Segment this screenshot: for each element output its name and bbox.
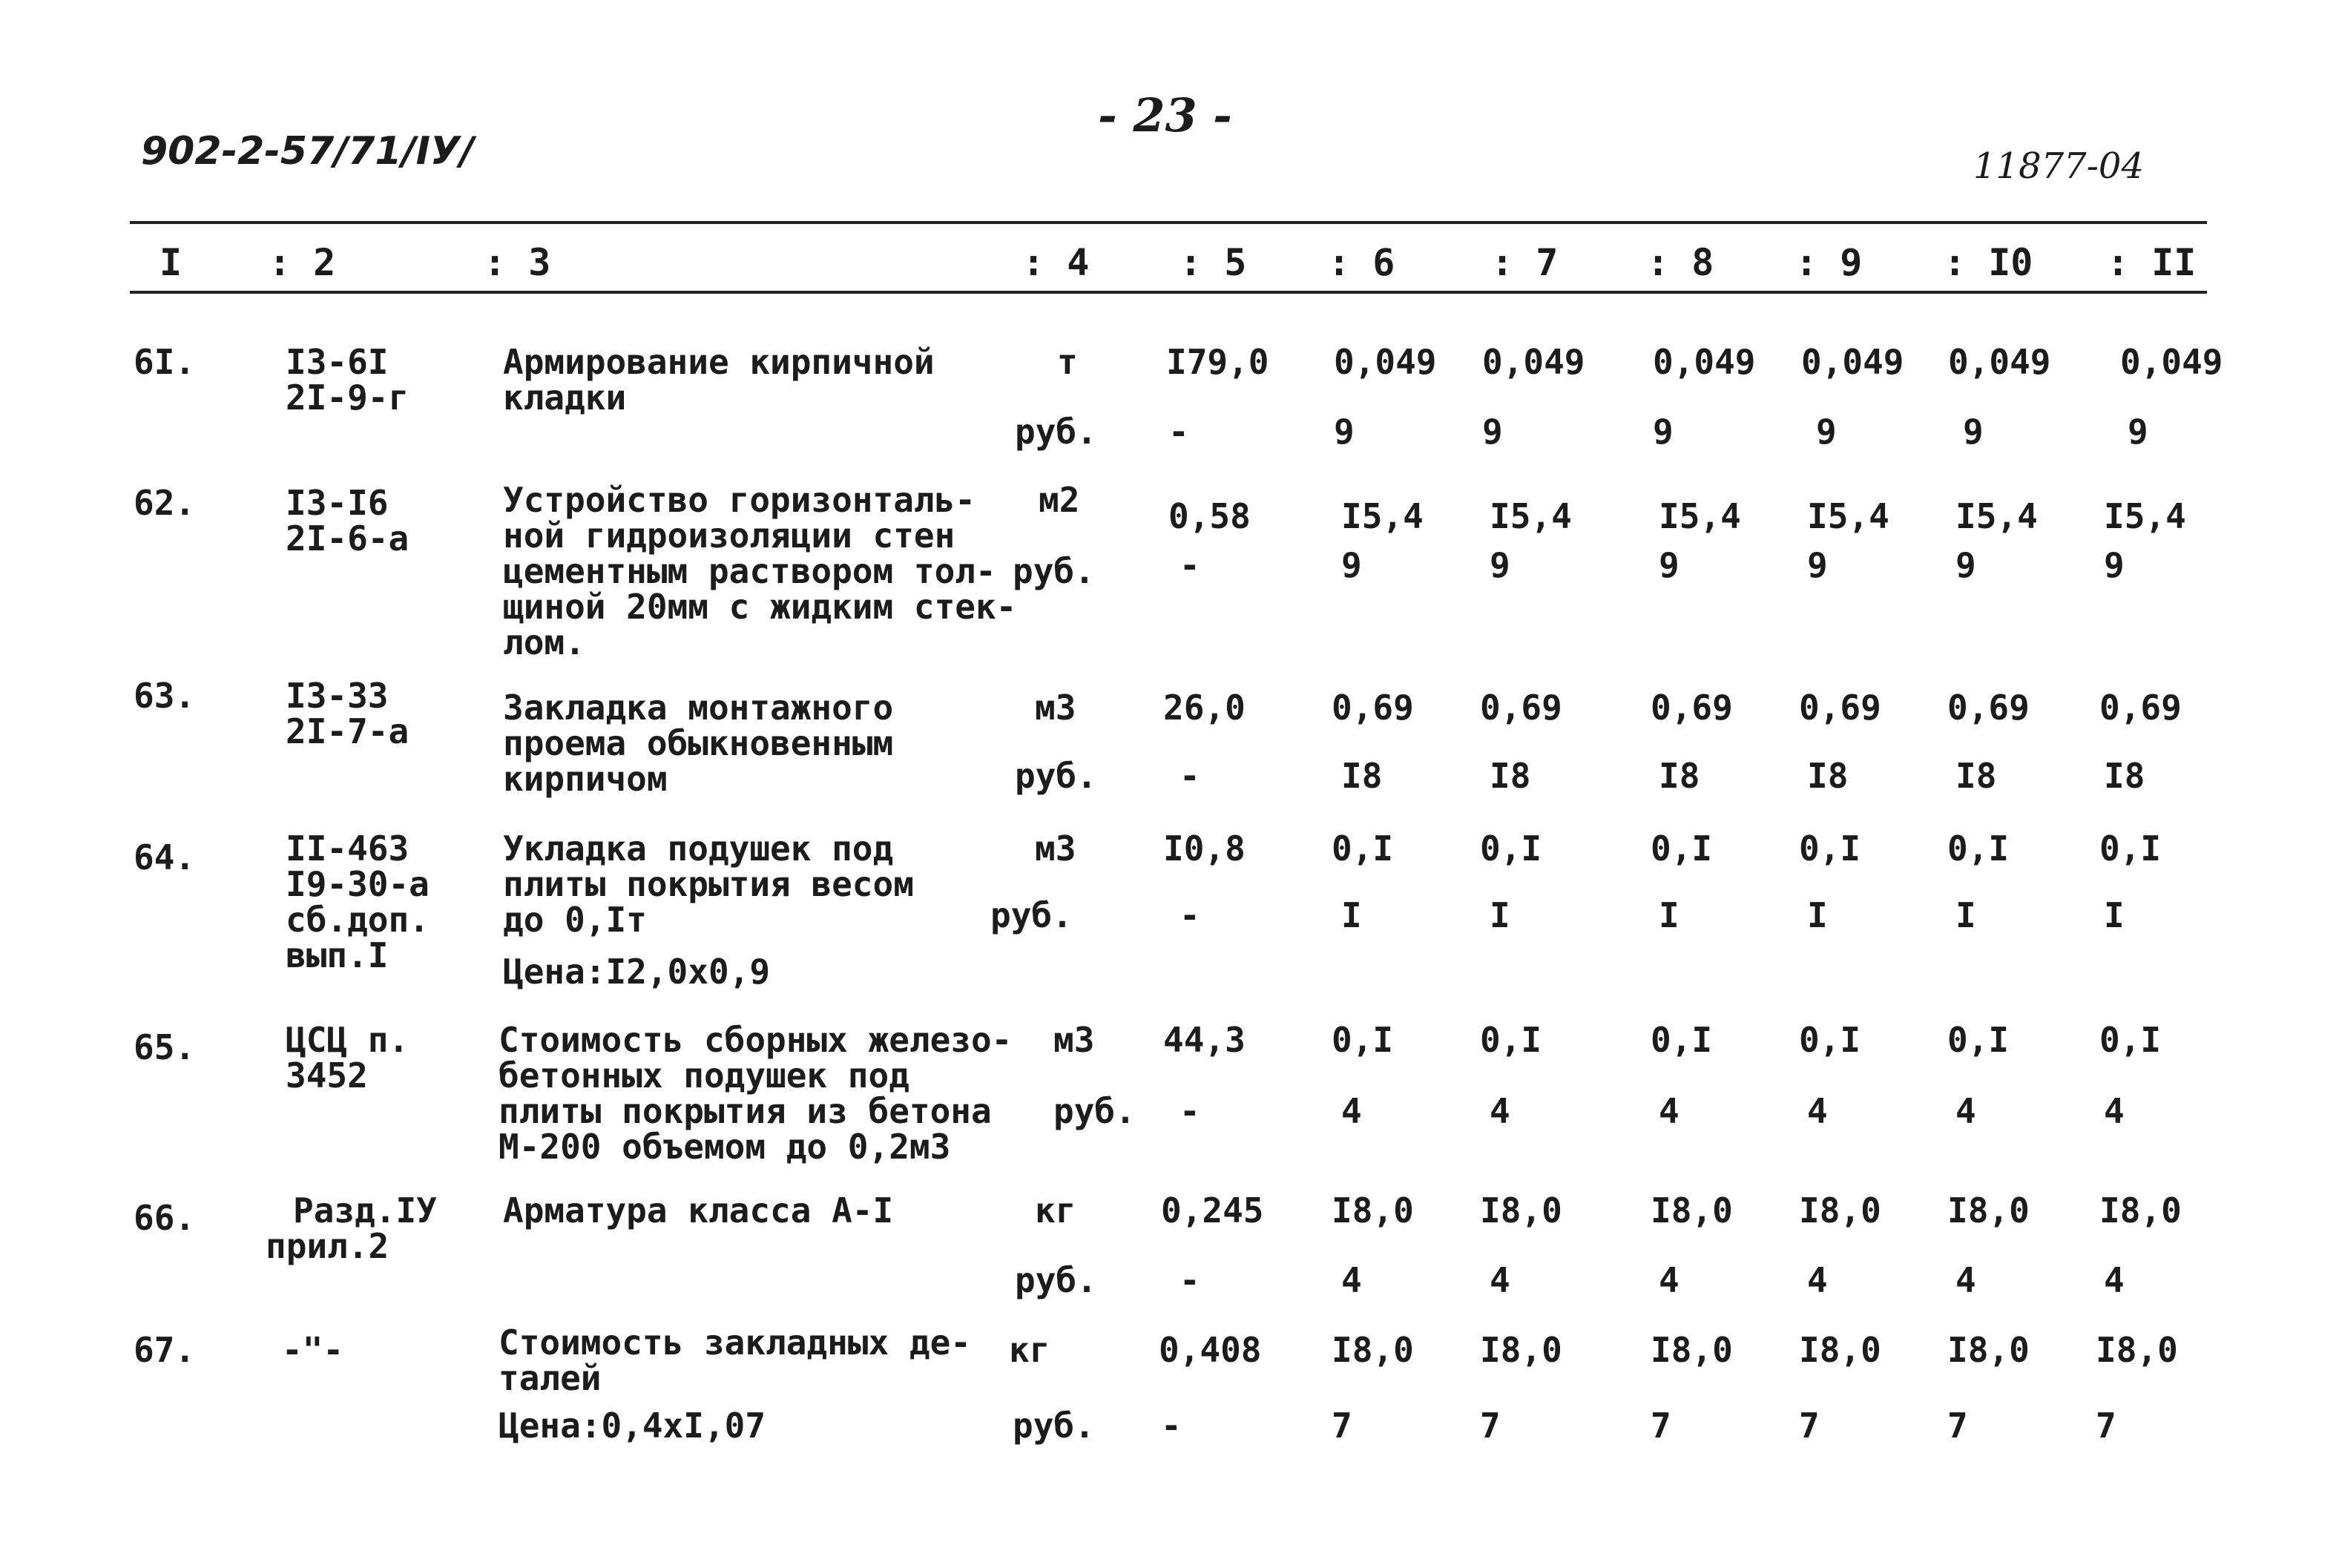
row-description: талей <box>499 1358 602 1398</box>
row-description: Устройство горизонталь- <box>503 480 976 520</box>
row-value-col10: I5,4 <box>1955 496 2038 536</box>
row-value-col9: 9 <box>1816 412 1837 452</box>
row-quantity: - <box>1180 895 1200 935</box>
row-value-col9: 0,I <box>1799 1020 1861 1060</box>
row-value-col7: I8 <box>1490 756 1531 796</box>
row-quantity: 44,3 <box>1163 1020 1246 1060</box>
row-value-col6: I5,4 <box>1341 496 1424 536</box>
row-code: 2I-9-г <box>286 378 409 418</box>
row-price-note: Цена:0,4хI,07 <box>499 1406 766 1446</box>
column-header-9: : 9 <box>1795 241 1863 284</box>
row-value-col6: 9 <box>1334 412 1355 452</box>
row-value-col7: 0,I <box>1480 1020 1542 1060</box>
row-value-col6: 9 <box>1341 545 1362 585</box>
row-value-col7: 0,049 <box>1482 342 1585 382</box>
row-value-col9: 4 <box>1807 1260 1828 1300</box>
row-value-col7: I8,0 <box>1480 1190 1562 1231</box>
row-value-col6: 4 <box>1341 1260 1362 1300</box>
row-unit: м2 <box>1039 480 1080 520</box>
row-unit: кг <box>1035 1190 1076 1231</box>
row-unit: м3 <box>1035 688 1076 728</box>
row-quantity: 26,0 <box>1163 688 1246 728</box>
row-value-col11: 7 <box>2096 1406 2116 1446</box>
row-value-col10: I8,0 <box>1947 1330 2030 1370</box>
row-value-col9: I8 <box>1807 756 1849 796</box>
column-header-4: : 4 <box>1022 241 1090 284</box>
row-value-col9: 0,049 <box>1801 342 1904 382</box>
row-unit: руб. <box>1013 551 1095 591</box>
row-description: кладки <box>503 378 627 418</box>
row-value-col8: 0,049 <box>1653 342 1756 382</box>
row-description: до 0,Iт <box>503 900 647 940</box>
row-value-col9: 4 <box>1807 1091 1828 1131</box>
column-header-2: : 2 <box>269 241 336 284</box>
row-value-col8: I5,4 <box>1659 496 1741 536</box>
row-value-col8: I <box>1659 895 1680 935</box>
row-description: лом. <box>503 622 585 662</box>
row-quantity: I0,8 <box>1163 829 1246 869</box>
column-header-8: : 8 <box>1647 241 1714 284</box>
row-description: Закладка монтажного <box>503 688 894 728</box>
row-value-col9: I <box>1807 895 1828 935</box>
row-unit: руб. <box>1015 412 1097 452</box>
row-quantity: 0,245 <box>1161 1190 1264 1231</box>
row-value-col9: I5,4 <box>1807 496 1889 536</box>
row-quantity: - <box>1180 1091 1200 1131</box>
page-number: - 23 - <box>1098 88 1232 142</box>
row-description: Стоимость закладных де- <box>499 1322 971 1363</box>
row-value-col8: I8 <box>1659 756 1700 796</box>
row-code: 2I-7-а <box>286 711 409 751</box>
row-value-col7: 7 <box>1480 1406 1501 1446</box>
row-value-col6: I8 <box>1341 756 1383 796</box>
row-value-col7: I8,0 <box>1480 1330 1562 1370</box>
row-value-col11: 0,I <box>2099 829 2162 869</box>
column-header-5: : 5 <box>1180 241 1247 284</box>
row-value-col6: 0,69 <box>1332 688 1414 728</box>
row-value-col10: 4 <box>1955 1260 1976 1300</box>
row-quantity: - <box>1180 756 1200 796</box>
row-quantity: - <box>1161 1406 1182 1446</box>
row-value-col7: 4 <box>1490 1091 1510 1131</box>
row-code: ЦСЦ п. <box>286 1020 409 1060</box>
row-value-col6: I8,0 <box>1332 1330 1414 1370</box>
row-value-col9: 0,I <box>1799 829 1861 869</box>
row-value-col10: I8,0 <box>1947 1190 2030 1231</box>
row-value-col7: 9 <box>1482 412 1503 452</box>
row-description: М-200 объемом до 0,2м3 <box>499 1127 951 1167</box>
row-description: Стоимость сборных железо- <box>499 1020 1013 1060</box>
row-value-col11: 0,049 <box>2120 342 2223 382</box>
row-quantity: - <box>1180 1260 1200 1300</box>
row-value-col11: 0,I <box>2099 1020 2162 1060</box>
row-description: цементным раствором тол- <box>503 551 996 591</box>
row-value-col6: I <box>1341 895 1362 935</box>
row-value-col10: 0,69 <box>1947 688 2030 728</box>
row-value-col8: 0,I <box>1651 1020 1713 1060</box>
column-header-1: I <box>159 241 182 284</box>
row-value-col7: 4 <box>1490 1260 1510 1300</box>
row-code: I9-30-а <box>286 864 430 904</box>
row-unit: руб. <box>1053 1091 1136 1131</box>
row-value-col11: I8,0 <box>2096 1330 2178 1370</box>
row-value-col7: I <box>1490 895 1510 935</box>
row-unit: руб. <box>1013 1406 1095 1446</box>
row-code: сб.доп. <box>286 900 430 940</box>
handwritten-reference: 11877-04 <box>1973 145 2144 187</box>
row-number: 63. <box>134 676 196 716</box>
row-quantity: I79,0 <box>1166 342 1269 382</box>
row-code: -"- <box>282 1330 344 1370</box>
row-description: щиной 20мм с жидким стек- <box>503 587 1017 627</box>
row-value-col6: 4 <box>1341 1091 1362 1131</box>
row-value-col8: I8,0 <box>1651 1330 1733 1370</box>
row-description: проема обыкновенным <box>503 723 894 763</box>
row-code: II-463 <box>286 829 409 869</box>
row-unit: руб. <box>990 895 1073 935</box>
row-code: I3-I6 <box>286 483 389 523</box>
row-price-note: Цена:I2,0х0,9 <box>503 952 771 992</box>
row-description: кирпичом <box>503 759 668 799</box>
row-description: Арматура класса А-I <box>503 1190 894 1231</box>
row-code: вып.I <box>286 935 389 975</box>
row-value-col11: 0,69 <box>2099 688 2182 728</box>
row-value-col10: 9 <box>1955 545 1976 585</box>
column-header-7: : 7 <box>1491 241 1559 284</box>
row-value-col7: 0,I <box>1480 829 1542 869</box>
column-header-6: : 6 <box>1328 241 1395 284</box>
row-quantity: 0,408 <box>1159 1330 1262 1370</box>
row-value-col6: 0,I <box>1332 829 1394 869</box>
row-unit: руб. <box>1015 756 1097 796</box>
row-value-col10: 4 <box>1955 1091 1976 1131</box>
row-value-col7: 0,69 <box>1480 688 1562 728</box>
row-quantity: - <box>1168 412 1189 452</box>
row-number: 66. <box>134 1198 196 1238</box>
row-code: Разд.IУ <box>293 1190 437 1231</box>
row-number: 6I. <box>134 342 196 382</box>
row-quantity: - <box>1180 545 1200 585</box>
row-quantity: 0,58 <box>1168 496 1251 536</box>
row-value-col9: 9 <box>1807 545 1828 585</box>
row-value-col8: 9 <box>1653 412 1674 452</box>
row-value-col10: I <box>1955 895 1976 935</box>
row-unit: руб. <box>1015 1260 1097 1300</box>
row-value-col7: 9 <box>1490 545 1510 585</box>
row-number: 65. <box>134 1027 196 1067</box>
row-value-col11: I8,0 <box>2099 1190 2182 1231</box>
row-value-col11: 9 <box>2104 545 2125 585</box>
row-code: I3-6I <box>286 342 389 382</box>
row-value-col6: 7 <box>1332 1406 1352 1446</box>
row-value-col10: 0,I <box>1947 829 2010 869</box>
row-value-col11: 4 <box>2104 1260 2125 1300</box>
row-value-col11: I8 <box>2104 756 2145 796</box>
row-value-col11: 4 <box>2104 1091 2125 1131</box>
row-value-col11: I5,4 <box>2104 496 2186 536</box>
row-value-col6: I8,0 <box>1332 1190 1414 1231</box>
row-unit: кг <box>1009 1330 1050 1370</box>
row-code: 2I-6-а <box>286 518 409 559</box>
row-value-col10: 0,I <box>1947 1020 2010 1060</box>
row-number: 62. <box>134 483 196 523</box>
row-description: плиты покрытия весом <box>503 864 914 904</box>
row-value-col10: 9 <box>1963 412 1984 452</box>
row-value-col8: 4 <box>1659 1091 1680 1131</box>
row-unit: м3 <box>1035 829 1076 869</box>
row-code: прил.2 <box>266 1226 389 1266</box>
row-number: 67. <box>134 1330 196 1370</box>
table-header-rule <box>130 291 2207 294</box>
row-value-col10: 0,049 <box>1948 342 2051 382</box>
row-description: ной гидроизоляции стен <box>503 515 955 556</box>
row-value-col8: 7 <box>1651 1406 1671 1446</box>
row-description: Укладка подушек под <box>503 829 894 869</box>
row-value-col6: 0,049 <box>1334 342 1437 382</box>
row-value-col7: I5,4 <box>1490 496 1572 536</box>
row-value-col10: I8 <box>1955 756 1997 796</box>
row-code: 3452 <box>286 1055 368 1096</box>
row-value-col9: I8,0 <box>1799 1190 1881 1231</box>
row-description: плиты покрытия из бетона <box>499 1091 992 1131</box>
row-unit: т <box>1057 342 1078 382</box>
row-value-col10: 7 <box>1947 1406 1968 1446</box>
row-number: 64. <box>134 837 196 877</box>
document-code: 902-2-57/71/IУ/ <box>141 129 475 174</box>
column-header-10: : I0 <box>1944 241 2033 284</box>
row-value-col8: 9 <box>1659 545 1680 585</box>
row-value-col8: 0,69 <box>1651 688 1733 728</box>
row-value-col11: 9 <box>2128 412 2148 452</box>
row-value-col8: 4 <box>1659 1260 1680 1300</box>
table-top-rule <box>130 221 2207 224</box>
row-description: бетонных подушек под <box>499 1055 909 1096</box>
column-header-3: : 3 <box>484 241 551 284</box>
row-code: I3-33 <box>286 676 389 716</box>
row-description: Армирование кирпичной <box>503 342 935 382</box>
row-value-col9: 0,69 <box>1799 688 1881 728</box>
row-value-col9: 7 <box>1799 1406 1820 1446</box>
row-value-col6: 0,I <box>1332 1020 1394 1060</box>
row-value-col8: 0,I <box>1651 829 1713 869</box>
column-header-11: : II <box>2107 241 2197 284</box>
row-unit: м3 <box>1053 1020 1095 1060</box>
row-value-col8: I8,0 <box>1651 1190 1733 1231</box>
row-value-col9: I8,0 <box>1799 1330 1881 1370</box>
row-value-col11: I <box>2104 895 2125 935</box>
